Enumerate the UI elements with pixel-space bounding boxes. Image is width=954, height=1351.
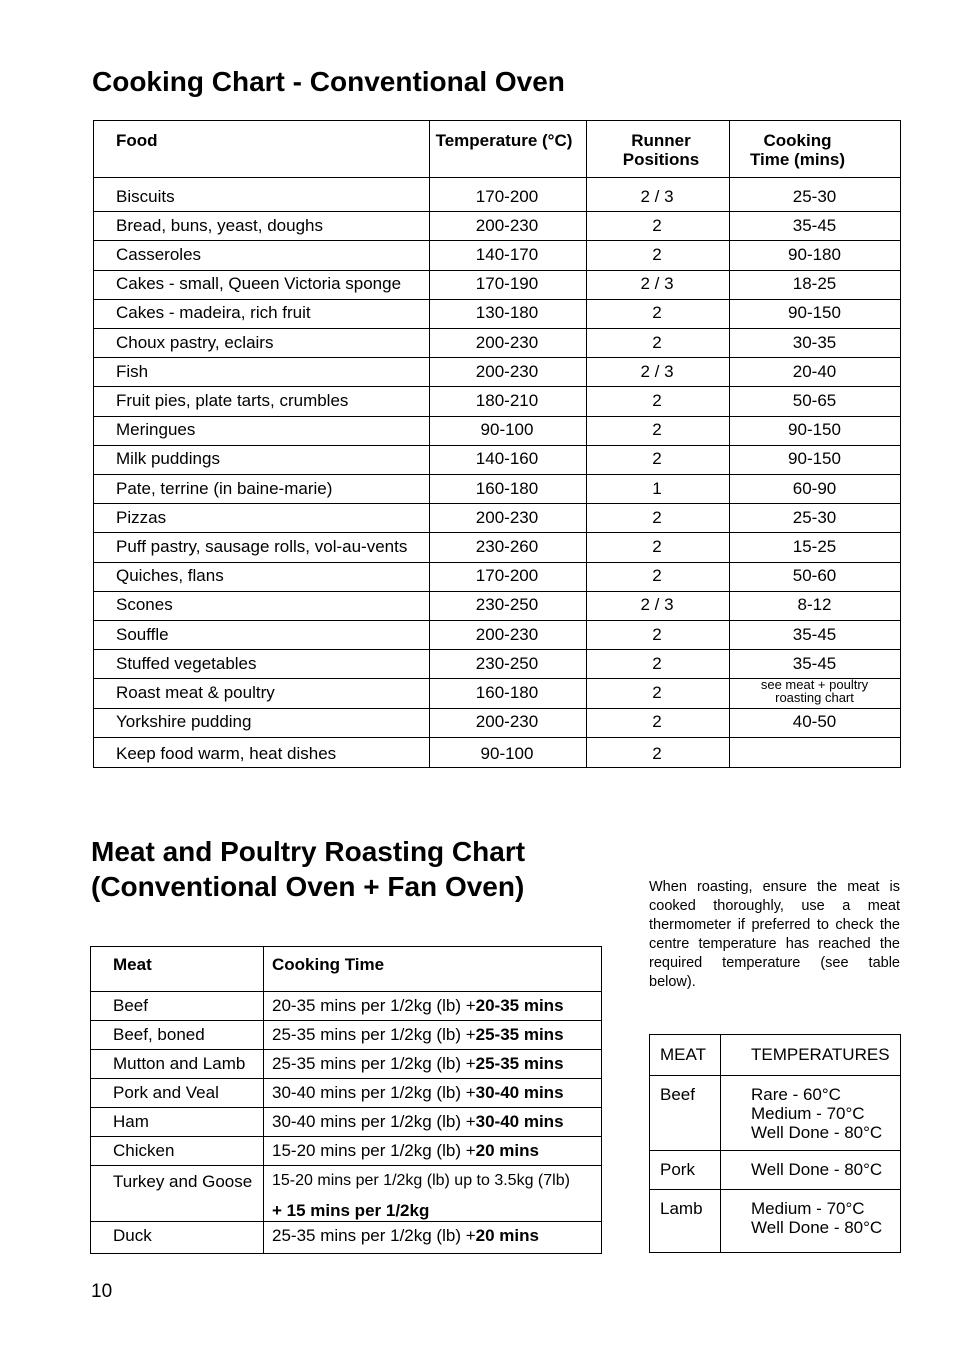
- time-cell: 90-180: [788, 244, 841, 264]
- header-time-line2: Time (mins): [749, 150, 846, 169]
- temperature-cell: [751, 1199, 882, 1237]
- table-row: [94, 532, 900, 562]
- table-row: [94, 416, 900, 446]
- food-cell: Cakes - madeira, rich fruit: [116, 303, 311, 323]
- food-cell: Quiches, flans: [116, 566, 224, 586]
- table-row: [94, 474, 900, 504]
- cooking-chart-title: Cooking Chart - Conventional Oven: [92, 66, 565, 97]
- roasting-chart-title: [91, 834, 525, 904]
- table-row: [94, 737, 900, 772]
- time-cell: 8-12: [797, 595, 832, 615]
- header-runner-line1: Runner: [631, 131, 691, 150]
- meat-cell: Beef, boned: [113, 1024, 205, 1044]
- food-cell: Cakes - small, Queen Victoria sponge: [116, 274, 402, 294]
- temperature-cell: 90-100: [480, 744, 534, 764]
- food-cell: Casseroles: [116, 244, 202, 264]
- runner-cell: 2: [652, 449, 662, 469]
- temperature-cell: 230-250: [475, 653, 539, 673]
- cooking-time-cell: [272, 1020, 564, 1049]
- temperature-line: Well Done - 80°C: [751, 1123, 883, 1142]
- runner-cell: 2 / 3: [640, 361, 674, 381]
- time-cell: [729, 737, 900, 772]
- table-row: [94, 445, 900, 475]
- temperature-line: Medium - 70°C: [751, 1199, 865, 1218]
- roasting-title-line1: Meat and Poultry Roasting Chart: [91, 836, 526, 867]
- temperature-cell: [751, 1085, 882, 1142]
- time-cell: 60-90: [792, 478, 837, 498]
- header-food: Food: [116, 131, 158, 150]
- time-cell: 35-45: [792, 215, 837, 235]
- table-row: [94, 328, 900, 358]
- runner-cell: 2: [652, 566, 662, 586]
- roasting-chart-table: [90, 946, 602, 1254]
- table-row: [94, 562, 900, 592]
- table-row: [94, 240, 900, 270]
- table-row: [94, 503, 900, 533]
- cooking-chart-header: [94, 121, 900, 178]
- temperature-line: Medium - 70°C: [751, 1104, 865, 1123]
- header-runner-line2: Positions: [622, 150, 700, 169]
- table-row: [94, 182, 900, 212]
- temperature-row: [650, 1075, 900, 1151]
- time-cell: 25-30: [792, 507, 837, 527]
- time-cell: 50-60: [792, 566, 837, 586]
- temperature-line: Well Done - 80°C: [751, 1218, 883, 1237]
- header-cooking-time: [729, 131, 866, 169]
- table-row: [94, 708, 900, 738]
- table-row: [91, 1165, 601, 1222]
- meat-cell: Lamb: [660, 1199, 703, 1218]
- cooking-time-extra: 20-35 mins: [475, 995, 564, 1015]
- time-cell: 90-150: [788, 420, 841, 440]
- runner-cell: 2 / 3: [640, 595, 674, 615]
- temperature-row: [650, 1189, 900, 1252]
- header-meat: MEAT: [660, 1045, 706, 1064]
- food-cell: Choux pastry, eclairs: [116, 332, 274, 352]
- meat-cell: Pork and Veal: [113, 1082, 219, 1102]
- food-cell: Fish: [116, 361, 149, 381]
- temperature-row: [650, 1150, 900, 1190]
- temperature-cell: 160-180: [475, 478, 539, 498]
- time-line1: see meat + poultry: [760, 677, 869, 693]
- cooking-chart-table: [93, 120, 901, 768]
- temperature-cell: 200-230: [475, 507, 539, 527]
- time-cell: 90-150: [788, 303, 841, 323]
- time-cell: 25-30: [792, 186, 837, 206]
- time-cell: 20-40: [792, 361, 837, 381]
- table-row: [91, 991, 601, 1021]
- time-cell: [729, 678, 900, 707]
- temperature-cell: 200-230: [475, 361, 539, 381]
- table-row: [91, 1221, 601, 1250]
- cooking-time-cell: [272, 1221, 539, 1250]
- table-row: [94, 620, 900, 650]
- food-cell: Keep food warm, heat dishes: [116, 744, 337, 764]
- meat-cell: Mutton and Lamb: [113, 1053, 246, 1073]
- roasting-note: When roasting, ensure the meat is cooked thoroughly, use a meat thermometer if preferred to check the centre temperature has reached the required temperature (see table below).: [649, 879, 900, 990]
- cooking-time-cell: [272, 1107, 564, 1136]
- temperature-cell: 170-200: [475, 186, 539, 206]
- runner-cell: 2: [652, 744, 662, 764]
- runner-cell: 2: [652, 712, 662, 732]
- temperature-cell: 170-200: [475, 566, 539, 586]
- food-cell: Roast meat & poultry: [116, 682, 275, 702]
- meat-cell: Turkey and Goose: [113, 1172, 253, 1191]
- meat-cell: Beef: [113, 995, 148, 1015]
- temperature-cell: 170-190: [475, 274, 539, 294]
- time-cell: 90-150: [788, 449, 841, 469]
- runner-cell: 1: [652, 478, 662, 498]
- temperature-cell: 200-230: [475, 624, 539, 644]
- cooking-time-base: 25-35 mins per 1/2kg (lb) +: [272, 1053, 476, 1073]
- food-cell: Pizzas: [116, 507, 167, 527]
- table-row: [91, 1136, 601, 1166]
- runner-cell: 2: [652, 653, 662, 673]
- table-row: [91, 1020, 601, 1050]
- runner-cell: 2: [652, 244, 662, 264]
- temperature-cell: 140-170: [475, 244, 539, 264]
- cooking-time-base: 15-20 mins per 1/2kg (lb) +: [272, 1140, 476, 1160]
- meat-cell: Duck: [113, 1225, 152, 1245]
- food-cell: Biscuits: [116, 186, 175, 206]
- temperature-cell: 230-260: [475, 536, 539, 556]
- runner-cell: 2 / 3: [640, 186, 674, 206]
- table-row: [94, 591, 900, 621]
- food-cell: Puff pastry, sausage rolls, vol-au-vents: [116, 536, 408, 556]
- runner-cell: 2: [652, 420, 662, 440]
- cooking-time-extra: 30-40 mins: [475, 1111, 564, 1131]
- runner-cell: 2: [652, 215, 662, 235]
- time-cell: 30-35: [792, 332, 837, 352]
- table-row: [91, 1078, 601, 1108]
- food-cell: Souffle: [116, 624, 169, 644]
- temperature-cell: [751, 1160, 882, 1179]
- meat-cell: Chicken: [113, 1140, 175, 1160]
- temperature-cell: 200-230: [475, 712, 539, 732]
- runner-cell: 2: [652, 390, 662, 410]
- cooking-time-extra: 25-35 mins: [475, 1024, 564, 1044]
- cooking-time-base: 25-35 mins per 1/2kg (lb) +: [272, 1225, 476, 1245]
- temperature-cell: 230-250: [475, 595, 539, 615]
- food-cell: Scones: [116, 595, 173, 615]
- cooking-time-cell: [272, 1136, 539, 1165]
- header-time-line1: Cooking: [763, 131, 832, 150]
- food-cell: Pate, terrine (in baine-marie): [116, 478, 333, 498]
- temperature-cell: 130-180: [475, 303, 539, 323]
- food-cell: Fruit pies, plate tarts, crumbles: [116, 390, 349, 410]
- runner-cell: 2: [652, 507, 662, 527]
- page-number: 10: [91, 1281, 113, 1302]
- header-temperature: Temperature (°C): [435, 131, 573, 150]
- cooking-time-cell: [272, 991, 564, 1020]
- runner-cell: 2: [652, 536, 662, 556]
- temperature-cell: 180-210: [475, 390, 539, 410]
- cooking-time-base: 20-35 mins per 1/2kg (lb) +: [272, 995, 476, 1015]
- cooking-time-cell: [272, 1078, 564, 1107]
- time-cell: 35-45: [792, 653, 837, 673]
- runner-cell: 2: [652, 332, 662, 352]
- cooking-time-base: 30-40 mins per 1/2kg (lb) +: [272, 1111, 476, 1131]
- cooking-time-cell: 15-20 mins per 1/2kg (lb) up to 3.5kg (7lb): [272, 1172, 570, 1189]
- temperature-cell: 200-230: [475, 332, 539, 352]
- time-cell: 50-65: [792, 390, 837, 410]
- header-cooking-time: Cooking Time: [272, 955, 385, 974]
- table-row: [94, 357, 900, 387]
- roasting-chart-header: [91, 947, 601, 992]
- table-row: [91, 1107, 601, 1137]
- temperature-cell: 140-160: [475, 449, 539, 469]
- cooking-time-extra: 30-40 mins: [475, 1082, 564, 1102]
- cooking-time-base: 30-40 mins per 1/2kg (lb) +: [272, 1082, 476, 1102]
- runner-cell: 2: [652, 682, 662, 702]
- runner-cell: 2: [652, 303, 662, 323]
- table-row: [91, 1049, 601, 1079]
- temperature-line: Rare - 60°C: [751, 1085, 841, 1104]
- food-cell: Milk puddings: [116, 449, 220, 469]
- temperature-line: Well Done - 80°C: [751, 1160, 883, 1179]
- time-cell: 15-25: [792, 536, 837, 556]
- cooking-time-extra: 20 mins: [475, 1140, 539, 1160]
- meat-cell: Pork: [660, 1160, 695, 1179]
- temperatures-header: [650, 1035, 900, 1076]
- header-runner-positions: [586, 131, 736, 169]
- meat-cell: Ham: [113, 1111, 149, 1131]
- temperatures-table: [649, 1034, 901, 1253]
- header-meat: Meat: [113, 955, 152, 974]
- time-cell: 40-50: [792, 712, 837, 732]
- table-row: [94, 270, 900, 300]
- cooking-time-base: 25-35 mins per 1/2kg (lb) +: [272, 1024, 476, 1044]
- food-cell: Bread, buns, yeast, doughs: [116, 215, 323, 235]
- cooking-time-extra: 20 mins: [475, 1225, 539, 1245]
- time-cell: 18-25: [792, 274, 837, 294]
- table-row: [94, 678, 900, 708]
- meat-cell: Beef: [660, 1085, 695, 1104]
- cooking-time-cell: [272, 1049, 564, 1078]
- roasting-title-line2: (Conventional Oven + Fan Oven): [91, 871, 525, 902]
- table-row: [94, 649, 900, 679]
- time-cell: 35-45: [792, 624, 837, 644]
- header-temperatures: TEMPERATURES: [751, 1045, 890, 1064]
- table-row: [94, 386, 900, 416]
- runner-cell: 2: [652, 624, 662, 644]
- temperature-cell: 200-230: [475, 215, 539, 235]
- food-cell: Yorkshire pudding: [116, 712, 252, 732]
- table-row: [94, 211, 900, 241]
- food-cell: Meringues: [116, 420, 196, 440]
- table-row: [94, 299, 900, 329]
- temperature-cell: 160-180: [475, 682, 539, 702]
- cooking-time-extra: 25-35 mins: [475, 1053, 564, 1073]
- temperature-cell: 90-100: [480, 420, 534, 440]
- time-line2: roasting chart: [775, 690, 854, 706]
- cooking-time-extra: + 15 mins per 1/2kg: [272, 1201, 430, 1220]
- runner-cell: 2 / 3: [640, 274, 674, 294]
- food-cell: Stuffed vegetables: [116, 653, 257, 673]
